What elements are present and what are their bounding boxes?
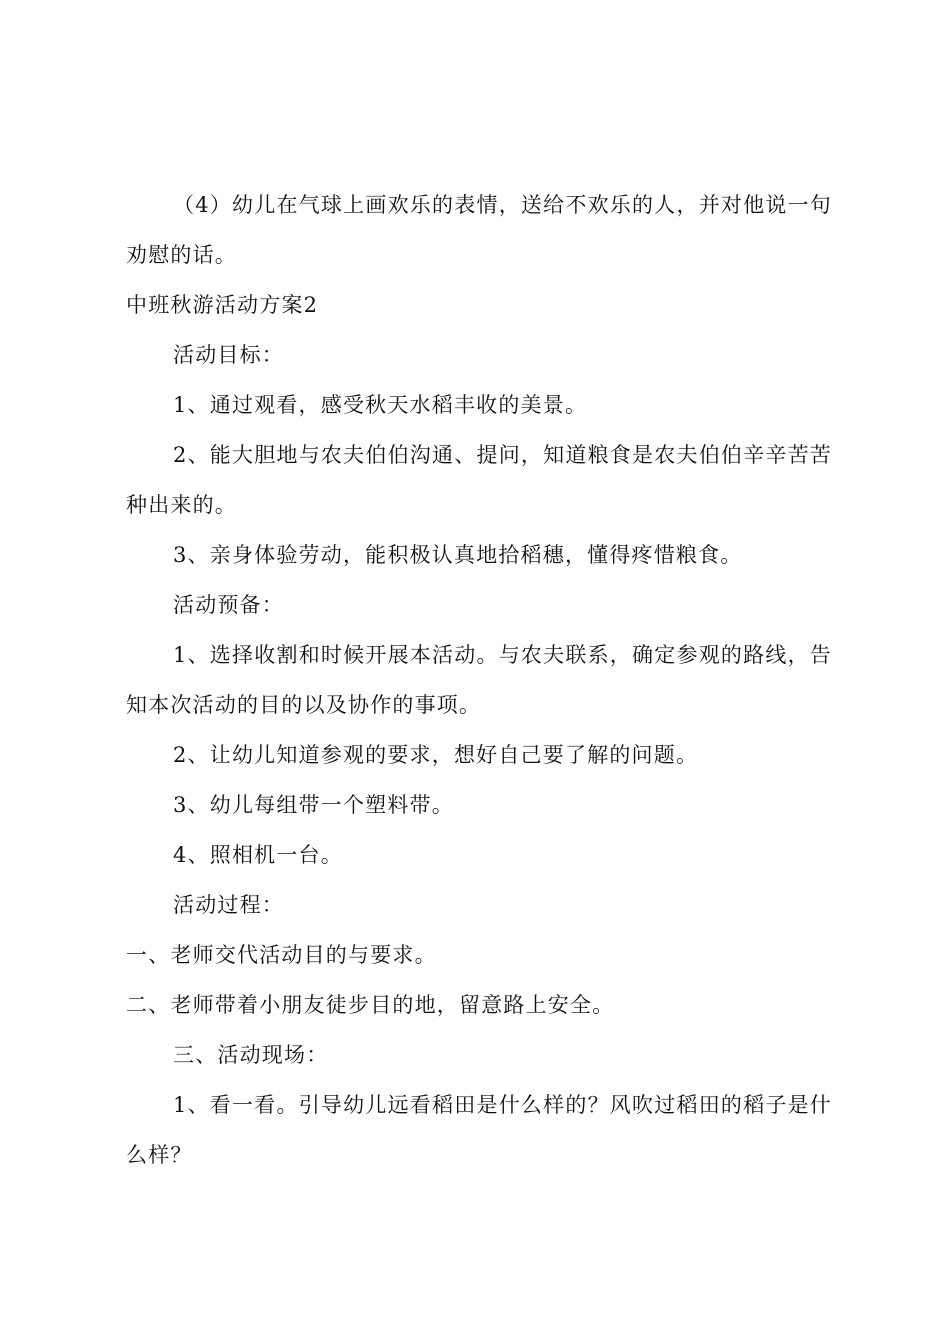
- heading-process: 活动过程：: [173, 893, 284, 917]
- preparation-item-2: 2、让幼儿知道参观的要求，想好自己要了解的问题。: [173, 743, 699, 767]
- goal-item-2: 2、能大胆地与农夫伯伯沟通、提问，知道粮食是农夫伯伯辛辛苦苦种出来的。: [126, 443, 832, 517]
- process-substep-1: 1、看一看。引导幼儿远看稻田是什么样的？风吹过稻田的稻子是什么样？: [126, 1093, 832, 1167]
- preparation-item-1: 1、选择收割和时候开展本活动。与农夫联系，确定参观的路线，告知本次活动的目的以及协作的事项。: [126, 643, 832, 717]
- heading-preparation: 活动预备：: [173, 593, 284, 617]
- preparation-item-4: 4、照相机一台。: [173, 843, 343, 867]
- process-step-3: 三、活动现场：: [173, 1043, 329, 1067]
- goal-item-1: 1、通过观看，感受秋天水稻丰收的美景。: [173, 393, 588, 417]
- document-body: [126, 180, 832, 1180]
- heading-goals: 活动目标：: [173, 343, 284, 367]
- process-step-2: 二、老师带着小朋友徒步目的地，留意路上安全。: [126, 993, 615, 1017]
- preparation-item-3: 3、幼儿每组带一个塑料带。: [173, 793, 454, 817]
- paragraph-balloon-activity: （4）幼儿在气球上画欢乐的表情，送给不欢乐的人，并对他说一句劝慰的话。: [126, 193, 832, 267]
- process-step-1: 一、老师交代活动目的与要求。: [126, 943, 437, 967]
- section-title: 中班秋游活动方案2: [126, 293, 319, 317]
- goal-item-3: 3、亲身体验劳动，能积极认真地拾稻穗，懂得疼惜粮食。: [173, 543, 743, 567]
